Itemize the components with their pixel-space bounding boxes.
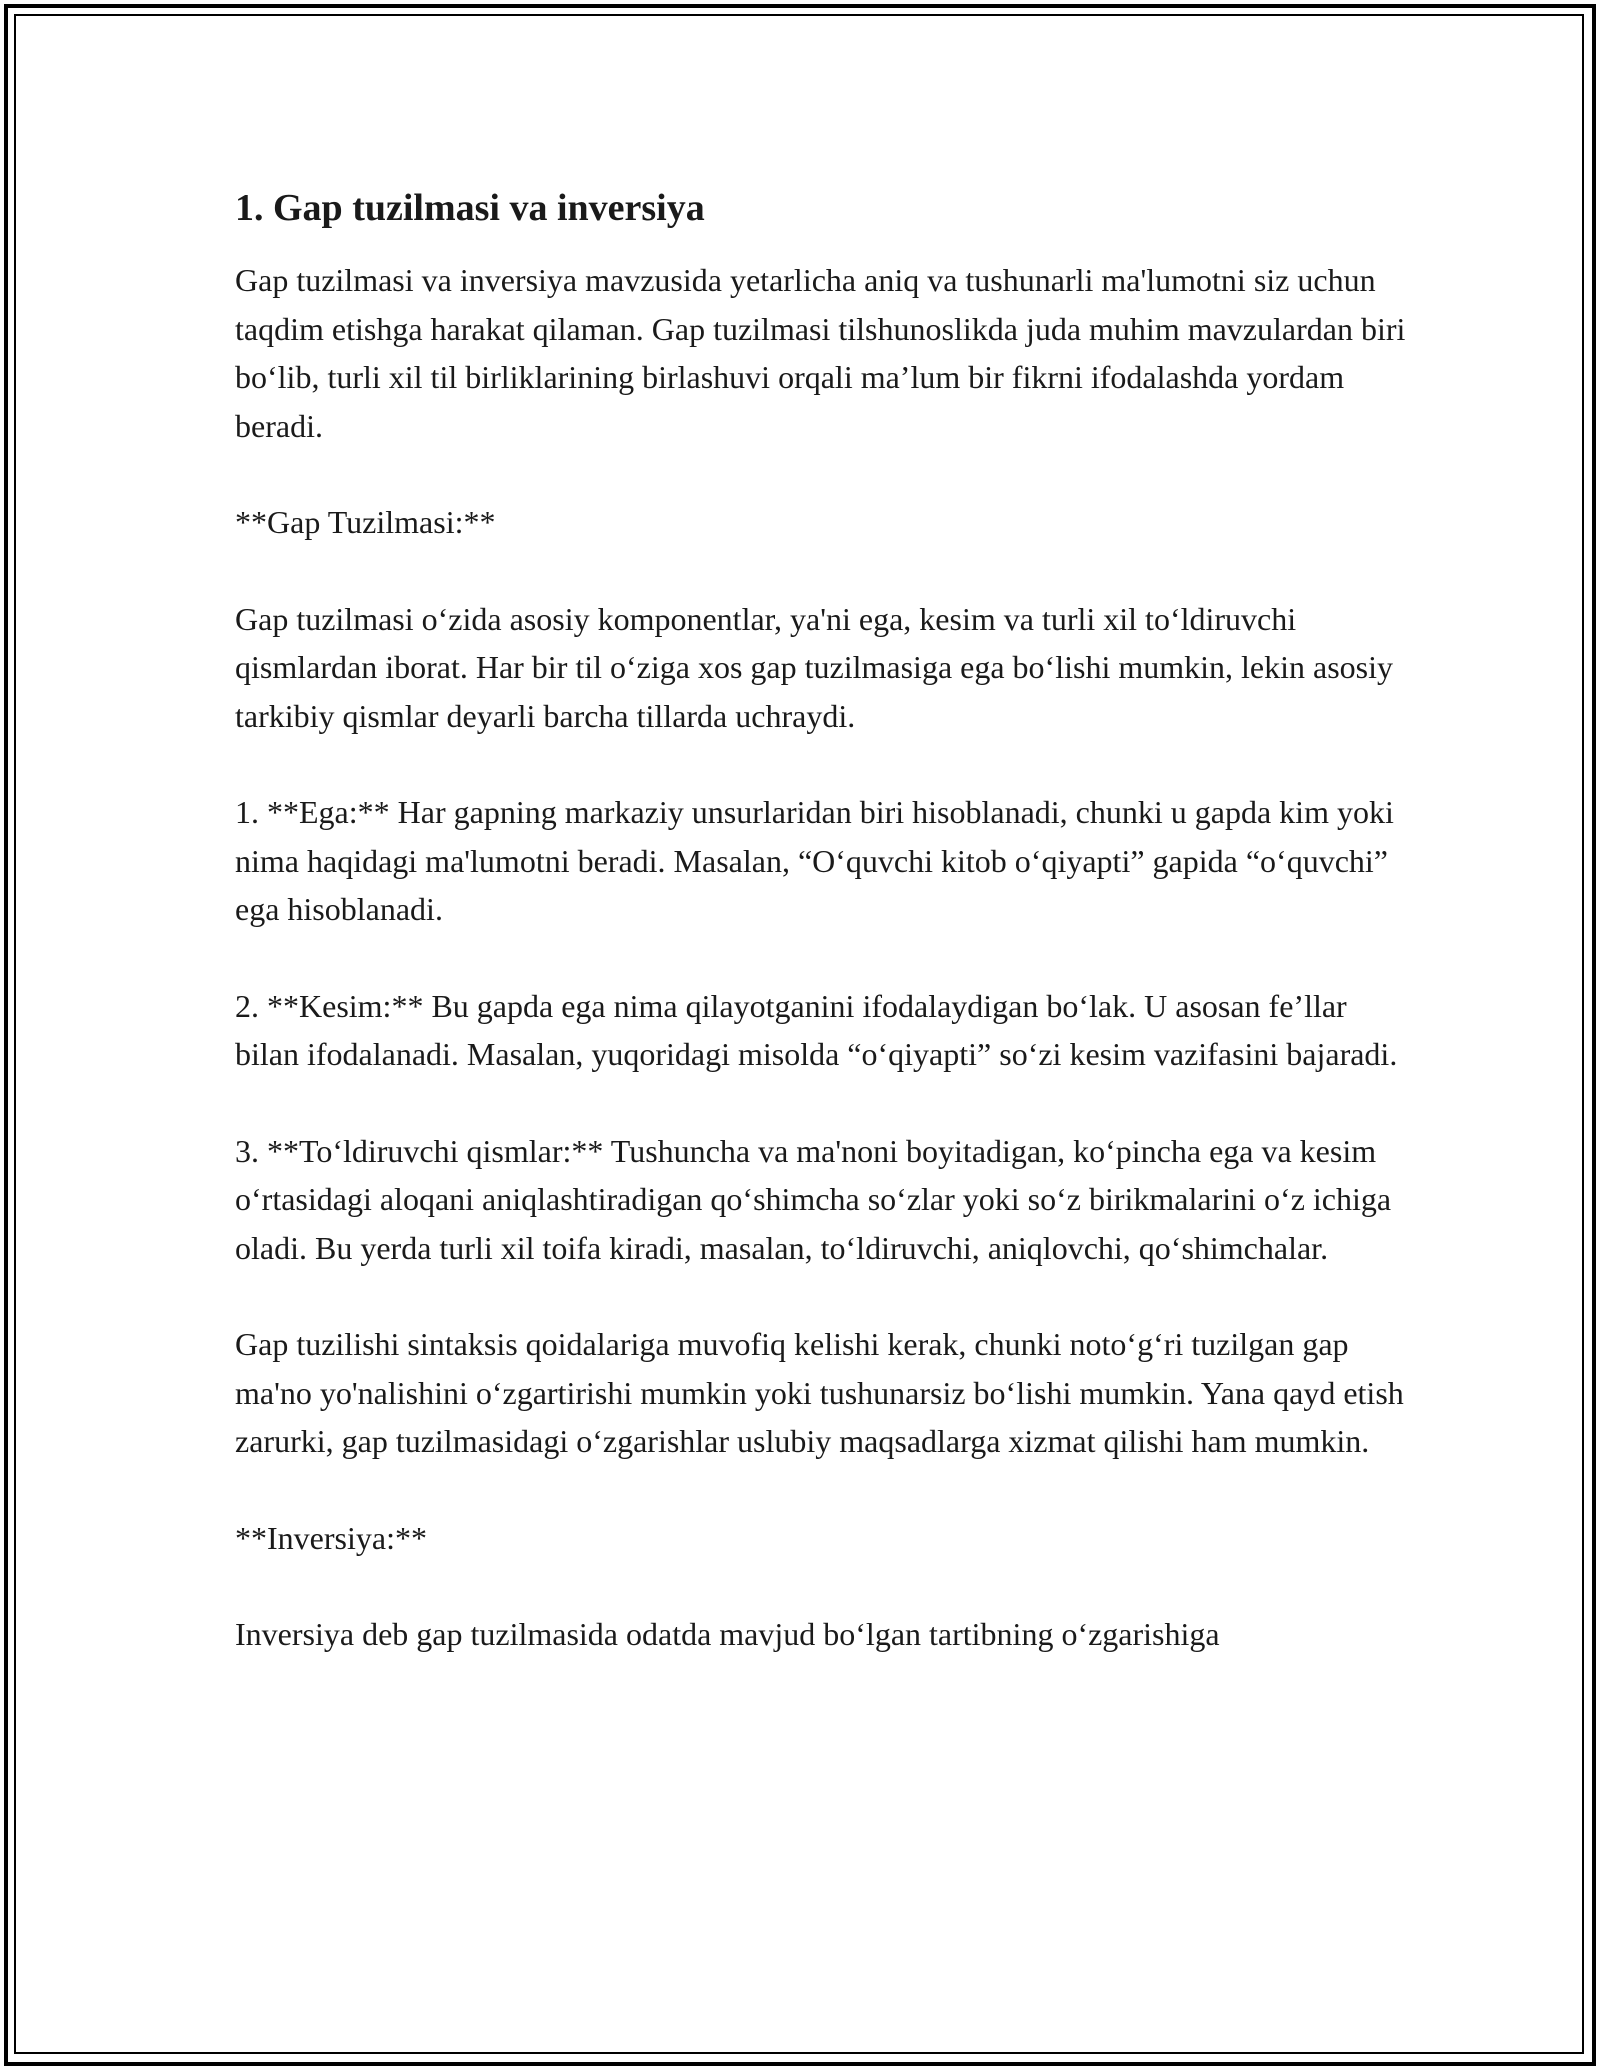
list-item-kesim: 2. **Kesim:** Bu gapda ega nima qilayotganini ifodalaydigan bo‘lak. U asosan fe’llar bilan ifodalanadi. Masalan, yuqoridagi misolda “o‘qiyapti” so‘zi kesim vazifasini bajaradi. xyxy=(235,987,1398,1072)
section-heading: 1. Gap tuzilmasi va inversiya xyxy=(235,187,705,229)
document-body xyxy=(235,180,1415,1707)
list-item-toldiruvchi: 3. **To‘ldiruvchi qismlar:** Tushuncha va ma'noni boyitadigan, ko‘pincha ega va kesim o‘rtasidagi aloqani aniqlashtiradigan qo‘shimcha so‘zlar yoki so‘z birikmalarini o‘z ichiga oladi. Bu yerda turli xil toifa kiradi, masalan, to‘ldiruvchi, aniqlovchi, qo‘shimchalar. xyxy=(235,1132,1392,1266)
subheading-inversiya: **Inversiya:** xyxy=(235,1519,427,1556)
paragraph-inversiya: Inversiya deb gap tuzilmasida odatda mavjud bo‘lgan tartibning o‘zgarishiga xyxy=(235,1616,1220,1652)
paragraph-structure: Gap tuzilmasi o‘zida asosiy komponentlar, ya'ni ega, kesim va turli xil to‘ldiruvchi qismlardan iborat. Har bir til o‘ziga xos gap tuzilmasiga ega bo‘lishi mumkin, lekin asosiy tarkibiy qismlar deyarli barcha tillarda uchraydi. xyxy=(235,600,1393,734)
paragraph-syntax: Gap tuzilishi sintaksis qoidalariga muvofiq kelishi kerak, chunki noto‘g‘ri tuzilgan gap ma'no yo'nalishini o‘zgartirishi mumkin yoki tushunarsiz bo‘lishi mumkin. Yana qayd etish zarurki, gap tuzilmasidagi o‘zgarishlar uslubiy maqsadlarga xizmat qilishi ham mumkin. xyxy=(235,1326,1404,1459)
list-item-ega: 1. **Ega:** Har gapning markaziy unsurlaridan biri hisoblanadi, chunki u gapda kim yoki nima haqidagi ma'lumotni beradi. Masalan, “O‘quvchi kitob o‘qiyapti” gapida “o‘quvchi” ega hisoblanadi. xyxy=(235,794,1394,927)
paragraph-intro: Gap tuzilmasi va inversiya mavzusida yetarlicha aniq va tushunarli ma'lumotni siz uchun taqdim etishga harakat qilaman. Gap tuzilmasi tilshunoslikda juda muhim mavzulardan biri bo‘lib, turli xil til birliklarining birlashuvi orqali ma’lum bir fikrni ifodalashda yordam beradi. xyxy=(235,262,1406,444)
subheading-gap-tuzilmasi: **Gap Tuzilmasi:** xyxy=(235,504,496,540)
